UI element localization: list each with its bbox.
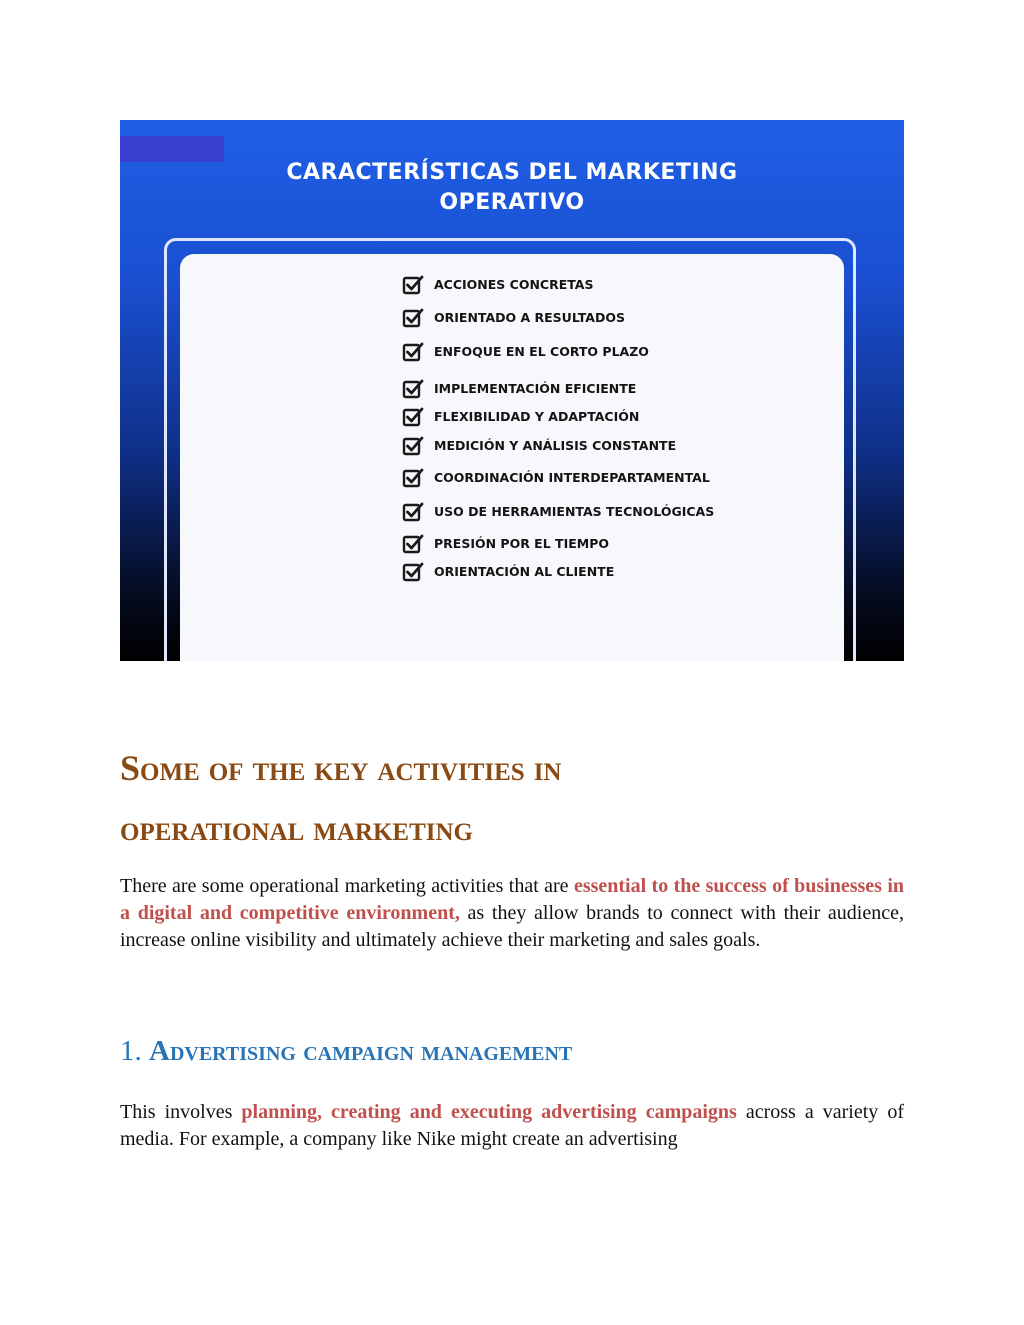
checklist-item-label: FLEXIBILIDAD Y ADAPTACIÓN: [434, 409, 640, 424]
checklist-item-label: COORDINACIÓN INTERDEPARTAMENTAL: [434, 470, 710, 485]
subsection-number: 1.: [120, 1035, 149, 1067]
section-heading-line1: Some of the key activities in: [120, 748, 562, 788]
infographic-title: [120, 158, 904, 218]
checkbox-checked-icon: [402, 561, 424, 583]
intro-text-start: There are some operational marketing activities that are: [120, 875, 574, 897]
checklist-item-label: IMPLEMENTACIÓN EFICIENTE: [434, 381, 637, 396]
checkbox-checked-icon: [402, 533, 424, 555]
checkbox-checked-icon: [402, 378, 424, 400]
section-heading-line2: operational marketing: [120, 808, 474, 848]
intro-paragraph: [120, 873, 904, 954]
advertising-text-start: This involves: [120, 1101, 242, 1123]
checklist-item-label: ACCIONES CONCRETAS: [434, 277, 594, 292]
advertising-text-end: across a variety of media. For example, a company like Nike might create an advertising: [120, 1101, 904, 1150]
infographic-image: [120, 120, 904, 661]
checklist-item-label: MEDICIÓN Y ANÁLISIS CONSTANTE: [434, 438, 677, 453]
subsection-title: Advertising campaign management: [149, 1035, 573, 1067]
advertising-paragraph: [120, 1099, 904, 1153]
checkbox-checked-icon: [402, 307, 424, 329]
checkbox-checked-icon: [402, 467, 424, 489]
checklist-item-label: PRESIÓN POR EL TIEMPO: [434, 536, 609, 551]
checkbox-checked-icon: [402, 274, 424, 296]
checkbox-checked-icon: [402, 406, 424, 428]
checklist-item-label: USO DE HERRAMIENTAS TECNOLÓGICAS: [434, 504, 715, 519]
intro-text-end: as they allow brands to connect with their audience, increase online visibility and ultimately achieve their marketing and sales goals.: [120, 902, 904, 951]
checkbox-checked-icon: [402, 341, 424, 363]
infographic-title-line2: OPERATIVO: [439, 190, 585, 215]
intro-highlight: essential to the success of businesses in a digital and competitive environment,: [120, 875, 904, 924]
section-heading: [120, 738, 900, 858]
checkbox-checked-icon: [402, 501, 424, 523]
checkbox-checked-icon: [402, 435, 424, 457]
checklist-item-label: ORIENTACIÓN AL CLIENTE: [434, 564, 615, 579]
advertising-highlight: planning, creating and executing advertising campaigns: [241, 1101, 737, 1123]
subsection-heading: [120, 1034, 572, 1068]
checklist-item-label: ENFOQUE EN EL CORTO PLAZO: [434, 344, 649, 359]
checklist-item-label: ORIENTADO A RESULTADOS: [434, 310, 625, 325]
infographic-title-line1: CARACTERÍSTICAS DEL MARKETING: [286, 160, 738, 185]
